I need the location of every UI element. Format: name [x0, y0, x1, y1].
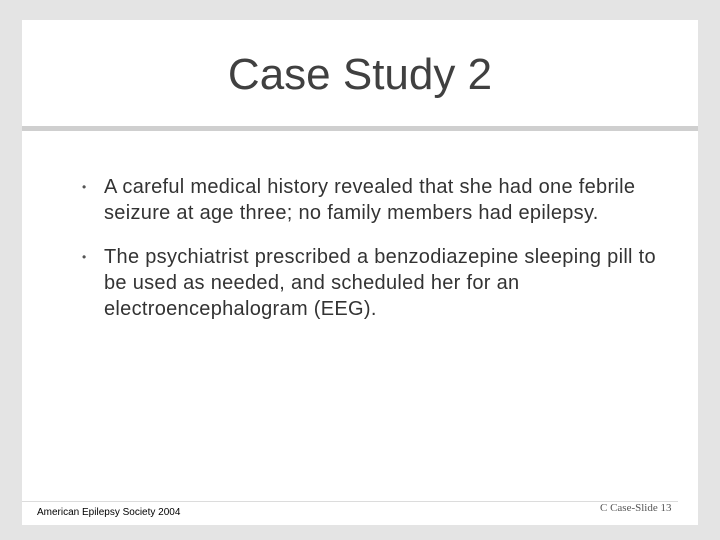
bullet-list: [78, 174, 678, 340]
bullet-text: A careful medical history revealed that she had one febrile seizure at age three; no family members had epilepsy.: [104, 176, 636, 224]
bullet-text: The psychiatrist prescribed a benzodiazepine sleeping pill to be used as needed, and scheduled her for an electroencephalogram (EEG).: [104, 246, 656, 320]
bullet-item: [78, 244, 678, 322]
slide-number: C Case-Slide 13: [600, 502, 672, 514]
bullet-icon: •: [82, 250, 87, 264]
bullet-icon: •: [82, 180, 87, 194]
slide-canvas: [22, 20, 698, 525]
bullet-item: [78, 174, 678, 226]
slide-title: Case Study 2: [227, 50, 493, 99]
title-divider: [22, 126, 698, 131]
footer-copyright: American Epilepsy Society 2004: [37, 507, 181, 518]
footer-divider: [22, 501, 678, 502]
title-area: [22, 20, 698, 126]
